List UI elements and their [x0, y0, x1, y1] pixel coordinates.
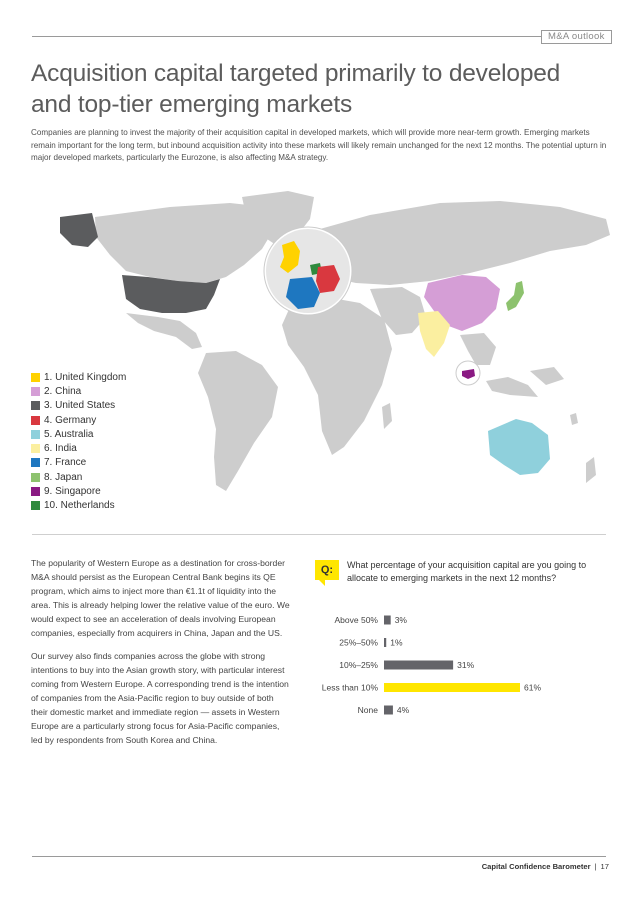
body-paragraph-2: Our survey also finds companies across the globe with strong intentions to buy into the Asian growth story, with particular interest coming from Western Europe. A corresponding trend is the intention of companies from the Asia-Pacific region to buy outside of both their domestic market and immediate region — assets in Western Europe are a particularly strong focus for Asia-Pacific companies, led by respondents from South Korea and China. [31, 651, 289, 745]
map-region-alaska [60, 213, 98, 247]
bar-value-label: 61% [524, 682, 542, 693]
bar-category-label: Less than 10% [321, 682, 378, 693]
map-region-australia [488, 419, 550, 475]
legend-swatch [31, 416, 40, 425]
page-title [31, 58, 621, 120]
header-rule [32, 36, 541, 37]
legend-swatch [31, 430, 40, 439]
bar [384, 638, 386, 647]
legend-swatch [31, 473, 40, 482]
intro-paragraph: Companies are planning to invest the majority of their acquisition capital in developed markets, which will provide more near-term growth. Emerging markets remain important for the long term, but inbound acquisition activity into these markets will likely remain unchanged for the next 12 months. The potential upturn in major developed markets, particularly the Eurozone, is also affecting M&A strategy. [31, 128, 607, 163]
legend-item [31, 399, 126, 413]
bar-value-label: 4% [396, 705, 410, 715]
legend-label: 1. United Kingdom [44, 371, 127, 383]
legend-label: 2. China [44, 385, 82, 397]
legend-label: 7. France [44, 457, 87, 469]
legend-item [31, 441, 126, 455]
bar-category-label: None [357, 705, 378, 715]
legend-swatch [31, 401, 40, 410]
legend-item [31, 470, 126, 484]
legend-label: 8. Japan [44, 471, 83, 483]
legend-item [31, 499, 126, 513]
singapore-inset [456, 361, 480, 385]
legend-item [31, 384, 126, 398]
survey-question: What percentage of your acquisition capital are you going to allocate to emerging markets in the next 12 months? [347, 560, 587, 583]
bar [384, 616, 391, 625]
section-divider [32, 534, 606, 535]
legend-label: 4. Germany [44, 414, 97, 426]
legend-swatch [31, 373, 40, 382]
map-legend [31, 370, 126, 513]
legend-item [31, 484, 126, 498]
question-badge: Q: [315, 560, 339, 580]
bar [384, 683, 520, 692]
body-text [31, 556, 291, 747]
legend-item [31, 370, 126, 384]
bar-category-label: Above 50% [334, 615, 378, 625]
legend-label: 3. United States [44, 400, 116, 412]
legend-label: 5. Australia [44, 428, 94, 440]
bar-category-label: 10%–25% [339, 660, 378, 670]
page-number: 17 [600, 862, 609, 871]
legend-swatch [31, 501, 40, 510]
legend-swatch [31, 387, 40, 396]
europe-inset [264, 227, 352, 315]
legend-label: 10. Netherlands [44, 500, 115, 512]
bar-value-label: 3% [394, 615, 407, 625]
allocation-bar-chart [300, 610, 600, 730]
bar [384, 661, 453, 670]
legend-item [31, 427, 126, 441]
bar-category-label: 25%–50% [339, 637, 378, 648]
bar-value-label: 31% [457, 660, 475, 670]
legend-item [31, 413, 126, 427]
legend-label: 6. India [44, 443, 77, 455]
section-tag: M&A outlook [541, 30, 612, 44]
footer-separator: | [594, 862, 597, 871]
map-region-japan [506, 281, 524, 311]
bar [384, 706, 393, 715]
publication-name: Capital Confidence Barometer [481, 862, 591, 871]
bar-value-label: 1% [390, 637, 403, 648]
page-footer [482, 862, 609, 871]
page-title-line-1: Acquisition capital targeted primarily to developed [31, 60, 561, 87]
legend-item [31, 456, 126, 470]
legend-swatch [31, 444, 40, 453]
page-title-line-2: and top-tier emerging markets [31, 91, 353, 118]
footer-rule [32, 856, 606, 857]
body-paragraph-1: The popularity of Western Europe as a destination for cross-border M&A should persist as the European Central Bank begins its QE program, which aims to inject more than €1.1t of liquidity into the area. This is already helping lower the relative value of the euro. We would expect to see an acceleration of deals involving European companies, especially from acquirers in China, Japan and the US. [31, 558, 290, 638]
legend-swatch [31, 487, 40, 496]
legend-label: 9. Singapore [44, 486, 101, 498]
legend-swatch [31, 458, 40, 467]
